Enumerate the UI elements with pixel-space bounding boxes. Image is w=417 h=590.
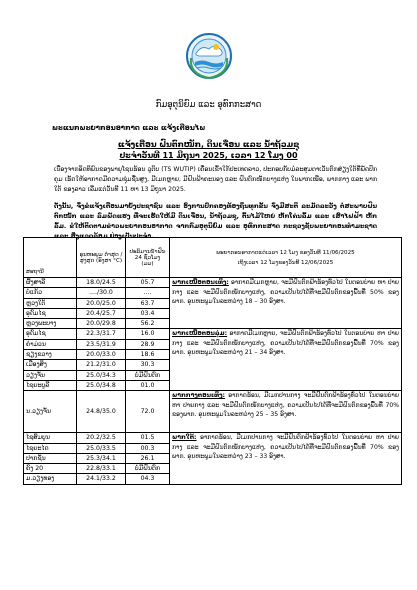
rainfall-cell: 01.0 <box>126 380 170 390</box>
province-cell: ຜົ້ງສາລີ <box>24 278 77 288</box>
forecast-table <box>23 237 402 485</box>
province-cell: ໄຊຍະໄດ <box>24 443 77 453</box>
region-forecast-cell <box>170 433 402 484</box>
rainfall-cell: 16.0 <box>126 329 170 339</box>
region-text: ອາກາດຮ້ອນ, ມີເມກປານກາງ ຈະມີຝົນຕົກຟ້າຮ້ອງທົ່ວໄປ ໃນຕອນບ່າຍ ຫາ ປາຍກາງ ແລະ ຈະມີຝົນຕົກໜັກບາງແຫ່ງ, ຄວາມເປັນໄປໄດ້ທີ່ຈະມີຝົນຕົກຂອງພື້ນທີ່ 70% ຂອງພາກ. ອຸນຫະພູມໃນລະຫວ່າງ 23 – 33 ອົງສາ. <box>172 434 399 461</box>
bulletin-title: ແຈ້ງເຕືອນ ຝົນຕົກໜັກ, ດິນເຈື່ອນ ແລະ ນ້ຳຖ້ວມຊຸ <box>117 140 300 149</box>
region-title: ພາກເໜືອຕອນລຸ່ມ: <box>172 330 228 338</box>
temperature-cell: 22.8/33.1 <box>77 464 126 474</box>
province-cell: ຊຽງຂວາງ <box>24 350 77 360</box>
region-text: ອາກາດຮ້ອນ, ມີເມກປານກາງ ຈະມີຝົນຕົກຟ້າຮ້ອງທົ່ວໄປ ໃນຕອນບ່າຍ ຫາ ປາຍກາງ ແລະ ຈະມີຝົນຕົກໜັກບາງແຫ່ງ, ຄວາມເປັນໄປໄດ້ທີ່ຈະມີຝົນຕົກຂອງພື້ນທີ່ 70% ຂອງພາກ. ອຸນຫະພູມໃນລະຫວ່າງ 25 – 35 ອົງສາ. <box>172 392 400 419</box>
temperature-cell: 20.4/25.7 <box>77 308 126 318</box>
temperature-cell: 22.3/31.7 <box>77 329 126 339</box>
region-forecast-cell <box>170 391 402 433</box>
table-row <box>24 391 402 433</box>
rainfall-cell: 63.7 <box>126 298 170 308</box>
forecast-period-end: ເຖິງເວລາ 12 ໂມງຂອງວັນທີ 12/06/2025 <box>237 259 334 266</box>
temperature-cell: 20.0/25.0 <box>77 298 126 308</box>
rainfall-cell: 26.1 <box>126 453 170 463</box>
rainfall-cell: 05.7 <box>126 278 170 288</box>
rainfall-cell: ບໍ່ມີຝົນຕົກ <box>126 370 170 380</box>
temperature-header: ອຸນຫະພູມ ຕ່ຳສຸດ / ສູງສຸດ (ອົງສາ °C) <box>77 238 126 278</box>
temperature-cell: 25.3/34.1 <box>77 453 126 463</box>
province-cell: ຄໍາມ່ວນ <box>24 339 77 349</box>
forecast-period-header <box>170 238 402 278</box>
region-title: ພາກກາງຕອນເທິງ: <box>172 392 225 400</box>
province-cell: ອຸດົມໄຊ <box>24 308 77 318</box>
forecast-period-start: ພະຍາກອນອາກາດແຕ່ເວລາ 12 ໂມງ ຂອງວັນທີ 11/06/2025 <box>216 249 355 256</box>
rainfall-header: ປະລິມານນ້ຳຝົນ 24 ຊົ່ວໂມງ (ມມ) <box>126 238 170 278</box>
situation-paragraph: ເນື່ອງຈາກອິດທິພົນຂອງພາຍຸໂຊນຮ້ອນ ວູຕິບ (TS WUTIP) ເຄື່ອນເຂົ້າໃກ້ປະເທດລາວ, ປະກອບກັບມໍລະສຸມຕາເວັນຕົກສ່ຽງໃຕ້ທີ່ພັດປົກຄຸມ ເຮັດໃຫ້ອາກາດມີຄວາມຊຸ່ມຊື່ນສູງ, ມີເມກຫຼາຍ, ມີຝົນຟ້າຄະນອງ ແລະ ຝົນຕົກໜັກບາງແຫ່ງ ໃນພາກເໜືອ, ພາກກາງ ແລະ ພາກໃຕ້ ຂອງລາວ ເລີ່ມແຕ່ວັນທີ 11 ຫາ 13 ມິຖຸນາ 2025. <box>54 166 377 193</box>
region-forecast-cell <box>170 329 402 391</box>
region-forecast-cell <box>170 278 402 329</box>
rainfall-cell: ບໍ່ມີຝົນຕົກ <box>126 464 170 474</box>
temperature-cell: 20.2/32.5 <box>77 433 126 443</box>
temperature-cell: ..../30.0 <box>77 288 126 298</box>
temperature-cell: 20.0/33.0 <box>77 350 126 360</box>
rainfall-cell: 56.2 <box>126 319 170 329</box>
table-row <box>24 278 402 288</box>
department-name: ພະແນກພະຍາກອນອາກາດ ແລະ ແຈ້ງເຕືອນໄພ <box>52 124 206 132</box>
province-cell: ໄຊສົມບູນ <box>24 433 77 443</box>
region-text: ອາກາດມີເມກຫຼາຍ, ຈະມີຝົນຕົກຟ້າຮ້ອງທົ່ວໄປ ໃນຕອນບ່າຍ ຫາ ປາຍກາງ ແລະ ຈະມີຝົນຕົກໜັກບາງແຫ່ງ, ຄວາມເປັນໄປໄດ້ທີ່ຈະມີຝົນຕົກຂອງພື້ນທີ່ 50% ຂອງພາກ. ອຸນຫະພູມໃນລະຫວ່າງ 18 – 30 ອົງສາ. <box>172 279 399 305</box>
bulletin-date: ປະຈຳວັນທີ 11 ມິຖຸນາ 2025, ເວລາ 12 ໂມງ 00 <box>119 151 298 160</box>
temperature-cell: 24.1/33.2 <box>77 474 126 484</box>
region-title: ພາກເໜືອຕອນເທິງ: <box>172 279 229 286</box>
province-cell: ປາກຊັນ <box>24 453 77 463</box>
rainfall-cell: 28.9 <box>126 339 170 349</box>
temperature-cell: 25.0/34.8 <box>77 380 126 390</box>
rainfall-cell: 72.0 <box>126 391 170 433</box>
temperature-cell: 25.0/33.5 <box>77 443 126 453</box>
rainfall-cell: 30.3 <box>126 360 170 370</box>
temperature-cell: 25.0/34.3 <box>77 370 126 380</box>
region-title: ພາກໃຕ້: <box>172 434 197 442</box>
table-row <box>24 433 402 443</box>
province-cell: ຄົງ 20 <box>24 464 77 474</box>
temperature-cell: 23.5/31.9 <box>77 339 126 349</box>
rainfall-cell: 00.3 <box>126 443 170 453</box>
province-cell: ບໍ່ແກ້ວ <box>24 288 77 298</box>
temperature-cell: 20.0/29.8 <box>77 319 126 329</box>
province-cell: ຫຼວງໃຕ້ <box>24 298 77 308</box>
province-header: ສະຖານີ <box>24 238 77 278</box>
temperature-cell: 24.8/35.0 <box>77 391 126 433</box>
temperature-cell: 18.0/24.5 <box>77 278 126 288</box>
province-cell: ໄຊຍະບູລີ <box>24 380 77 390</box>
province-cell: ມ.ວຽງທອງ <box>24 474 77 484</box>
region-text: ອາກາດມີເມກຫຼາຍ, ຈະມີຝົນຕົກຟ້າຮ້ອງທົ່ວໄປ ໃນຕອນບ່າຍ ຫາ ປາຍກາງ ແລະ ຈະມີຝົນຕົກໜັກບາງແຫ່ງ, ຄວາມເປັນໄປໄດ້ທີ່ຈະມີຝົນຕົກຂອງພື້ນທີ່ 70% ຂອງພາກ. ອຸນຫະພູມໃນລະຫວ່າງ 21 – 34 ອົງສາ. <box>172 330 399 357</box>
agency-name: ກົມອຸຕຸນິຍົມ ແລະ ອຸທົກກະສາດ <box>155 100 262 110</box>
rainfall-cell: 01.5 <box>126 433 170 443</box>
warning-paragraph: ດັ່ງນັ້ນ, ຈຶ່ງຂໍແຈ້ງເຕືອນມາຍັງປະຊາຊົນ ແລະ ອົງການປົກຄອງທ້ອງຖິ່ນທຸກຂັ້ນ ຈົ່ງມີສະຕິ ລະມັດລະວັງ ຕໍ່ສະພາບຝົນຕົກໜັກ ແລະ ລົມພັດແຮງ ທີ່ຈະເຮັດໃຫ້ມີ ດິນເຈື່ອນ, ນ້ຳຖ້ວມຊຸ, ຕົ້ນໄມ້ໃຫຍ່ ຫັກໂຄ່ນລົ້ມ ແລະ ເສົາໄຟຟ້າ ຫັກລົ້ມ. ຂໍໃຫ້ຕິດຕາມຂ່າວພະຍາກອນອາກາດ ຈາກກົມອຸຕຸນິຍົມ ແລະ ອຸທົກກະສາດ ກະຊວງຊັບພະຍາກອນທຳມະຊາດ ແລະ ສິ່ງແວດລ້ອມ ຢ່າງເປັນປະຈຳ. <box>54 203 377 240</box>
rainfall-cell: 04.3 <box>126 474 170 484</box>
province-cell: ຫຼວງພະບາງ <box>24 319 77 329</box>
temperature-cell: 21.2/31.0 <box>77 360 126 370</box>
province-cell: ນ.ວຽງຈັນ <box>24 391 77 433</box>
province-cell: ວຽງຈັນ <box>24 370 77 380</box>
dmh-logo-icon <box>186 30 232 82</box>
rainfall-cell: 03.4 <box>126 308 170 318</box>
table-row <box>24 329 402 339</box>
table-header-row <box>24 238 402 278</box>
province-cell: ເມືອງສິງ <box>24 360 77 370</box>
rainfall-cell: .... <box>126 288 170 298</box>
province-cell: ອຸດົມໄຊ <box>24 329 77 339</box>
rainfall-cell: 18.6 <box>126 350 170 360</box>
